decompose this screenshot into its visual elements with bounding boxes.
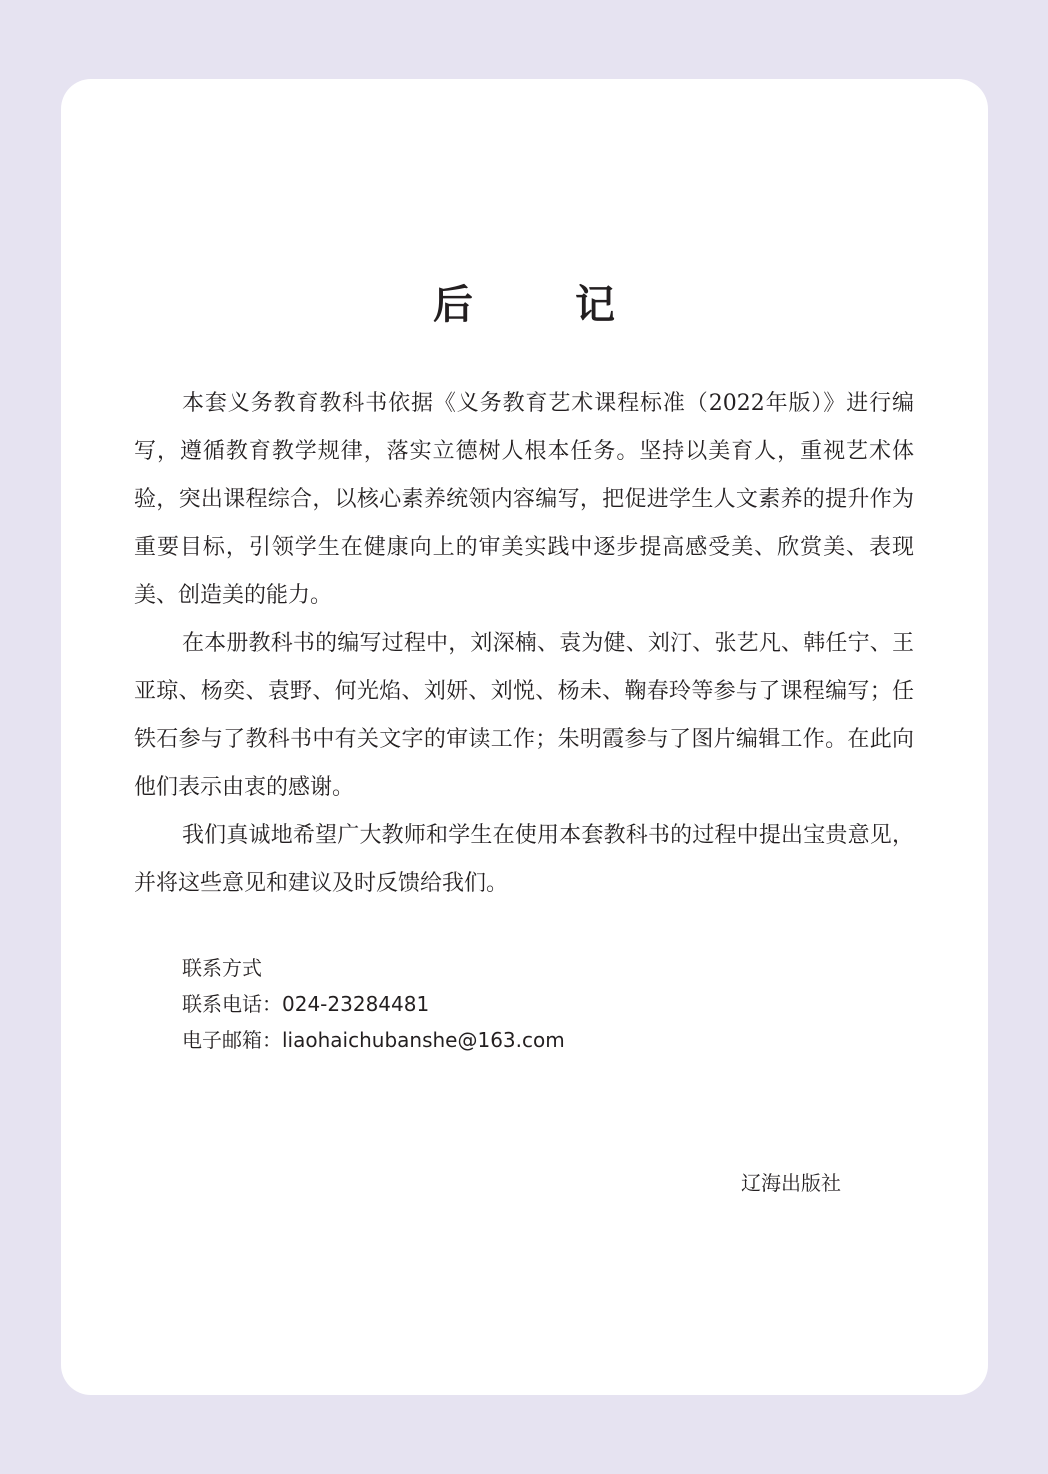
- body-text: [134, 380, 914, 908]
- paragraph-2: 在本册教科书的编写过程中，刘深楠、袁为健、刘汀、张艺凡、韩任宁、王亚琼、杨奕、袁野、何光焰、刘妍、刘悦、杨未、鞠春玲等参与了课程编写；任铁石参与了教科书中有关文字的审读工作；朱明霞参与了图片编辑工作。在此向他们表示由衷的感谢。: [134, 631, 914, 800]
- contact-phone: [182, 986, 565, 1022]
- page-title: 后 记: [433, 281, 659, 328]
- email-value: liaohaichubanshe@163.com: [282, 1028, 565, 1052]
- contact-heading: 联系方式: [182, 956, 262, 980]
- phone-value: 024-23284481: [282, 992, 430, 1016]
- paragraph-1: 本套义务教育教科书依据《义务教育艺术课程标准（2022年版）》进行编写，遵循教育教学规律，落实立德树人根本任务。坚持以美育人，重视艺术体验，突出课程综合，以核心素养统领内容编写，把促进学生人文素养的提升作为重要目标，引领学生在健康向上的审美实践中逐步提高感受美、欣赏美、表现美、创造美的能力。: [134, 391, 914, 608]
- contact-block: [182, 950, 565, 1058]
- contact-email: [182, 1022, 565, 1058]
- phone-label: 联系电话：: [182, 992, 282, 1016]
- paragraph-3: 我们真诚地希望广大教师和学生在使用本套教科书的过程中提出宝贵意见，并将这些意见和建议及时反馈给我们。: [134, 823, 914, 896]
- publisher-name: 辽海出版社: [741, 1171, 841, 1195]
- email-label: 电子邮箱：: [182, 1028, 282, 1052]
